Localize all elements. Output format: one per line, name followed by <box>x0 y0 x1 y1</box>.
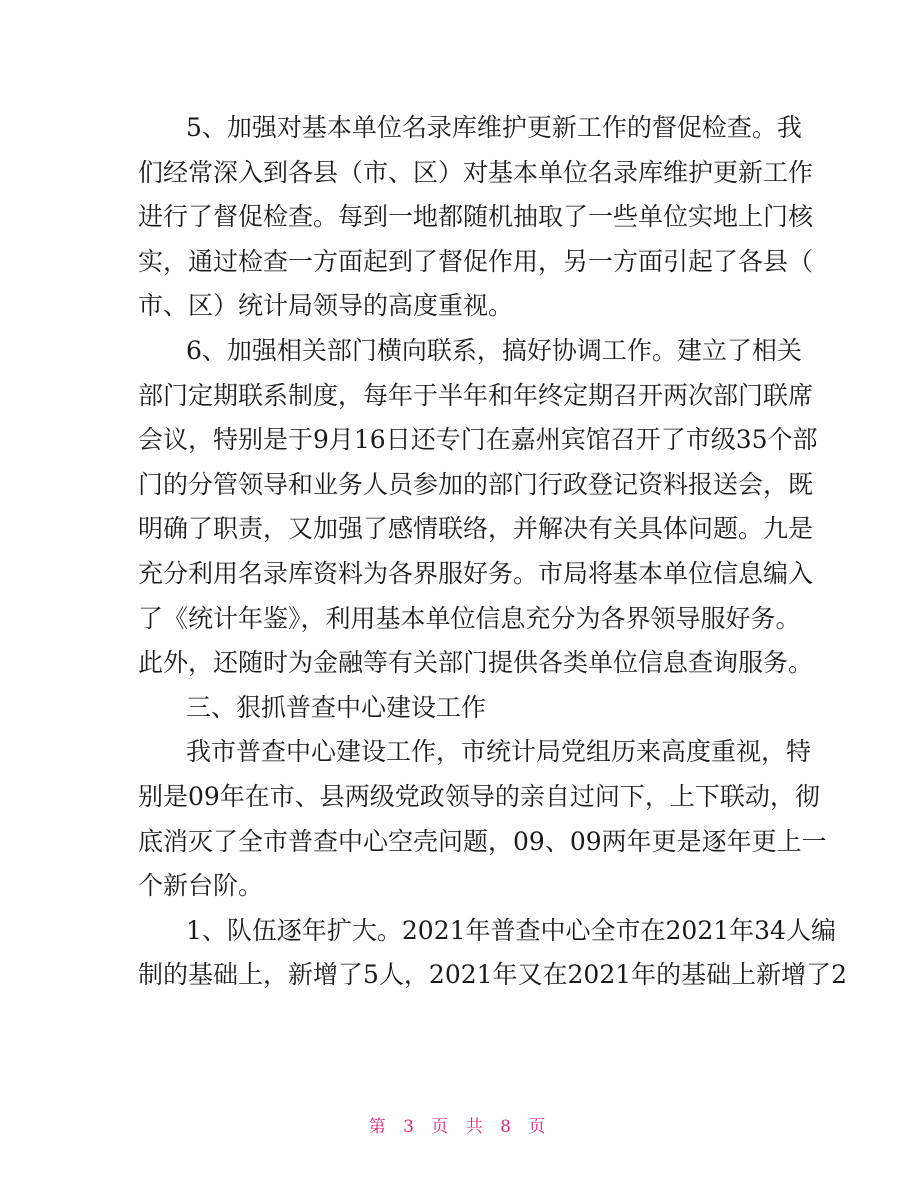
paragraph-line: 了《统计年鉴》，利用基本单位信息充分为各界领导服好务。 <box>138 603 801 633</box>
document-body <box>138 106 848 998</box>
paragraph-line: 制的基础上，新增了5人，2021年又在2021年的基础上新增了2 <box>138 960 848 990</box>
paragraph-line: 别是09年在市、县两级党政领导的亲自过问下，上下联动，彻 <box>138 781 820 811</box>
paragraph-line: 进行了督促检查。每到一地都随机抽取了一些单位实地上门核 <box>138 202 814 232</box>
paragraph-line: 实，通过检查一方面起到了督促作用，另一方面引起了各县（ <box>138 246 814 276</box>
paragraph-line: 底消灭了全市普查中心空壳问题，09、09两年更是逐年更上一 <box>138 826 827 856</box>
paragraph-line: 会议，特别是于9月16日还专门在嘉州宾馆召开了市级35个部 <box>138 425 818 455</box>
paragraph-line: 门的分管领导和业务人员参加的部门行政登记资料报送会，既 <box>138 469 814 499</box>
paragraph-line: 1、队伍逐年扩大。2021年普查中心全市在2021年34人编 <box>186 915 836 945</box>
paragraph-line: 充分利用名录库资料为各界服好务。市局将基本单位信息编入 <box>138 558 814 588</box>
paragraph-line: 们经常深入到各县（市、区）对基本单位名录库维护更新工作 <box>138 157 814 187</box>
paragraph-line: 此外，还随时为金融等有关部门提供各类单位信息查询服务。 <box>138 648 814 678</box>
paragraph-line: 个新台阶。 <box>138 871 264 901</box>
paragraph-line: 5、加强对基本单位名录库维护更新工作的督促检查。我 <box>186 113 802 142</box>
paragraph-line: 市、区）统计局领导的高度重视。 <box>138 291 514 321</box>
section-heading: 三、狠抓普查中心建设工作 <box>186 692 487 722</box>
paragraph-line: 6、加强相关部门横向联系，搞好协调工作。建立了相关 <box>186 335 802 365</box>
paragraph-line: 明确了职责，又加强了感情联络，并解决有关具体问题。九是 <box>138 514 814 544</box>
paragraph-line: 部门定期联系制度，每年于半年和年终定期召开两次部门联席 <box>138 380 814 410</box>
paragraph-line: 我市普查中心建设工作，市统计局党组历来高度重视，特 <box>186 737 812 767</box>
page-number: 第 3 页 共 8 页 <box>368 1117 552 1137</box>
